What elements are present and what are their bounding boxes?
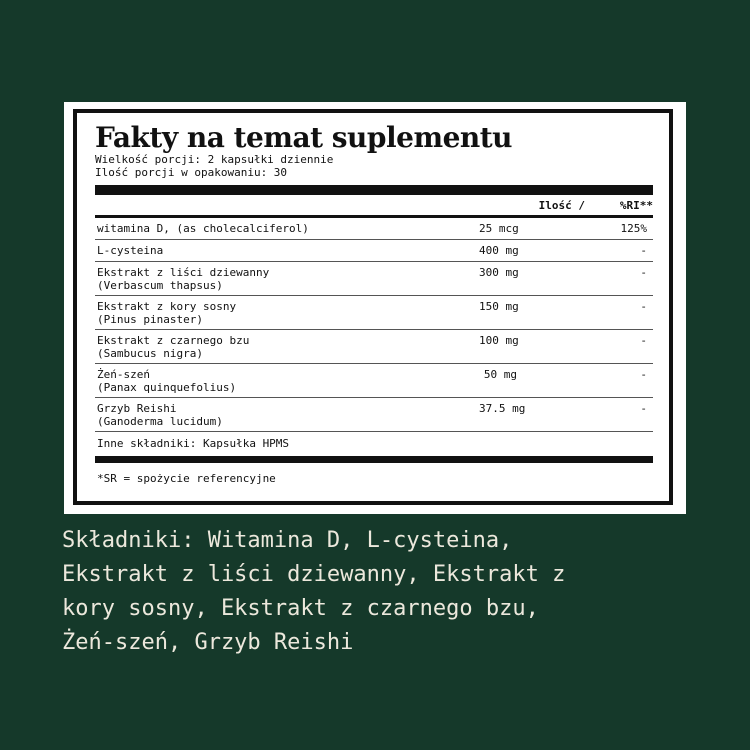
table-row xyxy=(95,330,653,364)
nutrient-amount: 37.5 mg xyxy=(479,402,526,415)
nutrient-amount: 400 mg xyxy=(479,244,519,257)
top-divider-bar xyxy=(95,185,653,195)
supplement-facts-frame xyxy=(73,109,673,505)
nutrient-name-text: Grzyb Reishi xyxy=(97,402,177,415)
bottom-divider-bar xyxy=(95,456,653,463)
nutrient-name xyxy=(95,244,479,257)
nutrient-latin-name: (Verbascum thapsus) xyxy=(97,279,223,292)
nutrient-name xyxy=(95,334,479,359)
ingredients-line: Składniki: Witamina D, L-cysteina, xyxy=(62,528,513,553)
nutrient-latin-name: (Ganoderma lucidum) xyxy=(97,415,223,428)
nutrient-name-text: Ekstrakt z czarnego bzu xyxy=(97,334,250,347)
ingredients-line: Żeń-szeń, Grzyb Reishi xyxy=(62,630,354,655)
nutrient-latin-name: (Panax quinquefolius) xyxy=(97,381,237,394)
table-header-row xyxy=(95,195,653,218)
nutrient-ri: - xyxy=(640,334,647,347)
table-row xyxy=(95,218,653,240)
nutrient-latin-name: (Pinus pinaster) xyxy=(97,313,203,326)
header-ri: %RI** xyxy=(619,198,653,212)
ingredients-list xyxy=(62,524,702,660)
ingredients-line: Ekstrakt z liści dziewanny, Ekstrakt z xyxy=(62,562,566,587)
table-row xyxy=(95,364,653,398)
nutrient-name xyxy=(95,368,479,393)
nutrient-name-text: L-cysteina xyxy=(97,244,164,257)
nutrient-name xyxy=(95,222,479,235)
nutrient-name xyxy=(95,402,479,427)
nutrient-amount: 25 mcg xyxy=(479,222,519,235)
serving-size: Wielkość porcji: 2 kapsułki dziennie xyxy=(95,153,334,166)
servings-per-container: Ilość porcji w opakowaniu: 30 xyxy=(95,166,288,179)
nutrient-ri: - xyxy=(640,300,647,313)
nutrient-name xyxy=(95,266,479,291)
nutrient-amount: 150 mg xyxy=(479,300,519,313)
nutrient-ri: - xyxy=(640,244,647,257)
nutrient-name xyxy=(95,300,479,325)
ingredients-line: kory sosny, Ekstrakt z czarnego bzu, xyxy=(62,596,539,621)
table-row xyxy=(95,240,653,262)
table-row xyxy=(95,262,653,296)
nutrient-latin-name: (Sambucus nigra) xyxy=(97,347,203,360)
other-ingredients: Inne składniki: Kapsułka HPMS xyxy=(97,437,290,450)
nutrient-ri: - xyxy=(640,266,647,279)
nutrient-name-text: Ekstrakt z kory sosny xyxy=(97,300,237,313)
nutrient-amount: 300 mg xyxy=(479,266,519,279)
nutrient-name-text: witamina D, (as cholecalciferol) xyxy=(97,222,309,235)
nutrient-amount: 50 mg xyxy=(483,368,517,381)
header-amount: Ilość / xyxy=(538,198,585,212)
nutrient-name-text: Ekstrakt z liści dziewanny xyxy=(97,266,270,279)
panel-title: Fakty na temat suplementu xyxy=(95,121,513,154)
table-row xyxy=(95,296,653,330)
nutrient-ri: - xyxy=(640,368,647,381)
nutrient-amount: 100 mg xyxy=(479,334,519,347)
table-row xyxy=(95,398,653,432)
nutrient-ri: - xyxy=(640,402,647,415)
footnote: *SR = spożycie referencyjne xyxy=(97,472,276,485)
supplement-facts-panel xyxy=(64,102,686,514)
nutrient-ri: 125% xyxy=(620,222,647,235)
nutrient-name-text: Żeń-szeń xyxy=(97,368,150,381)
